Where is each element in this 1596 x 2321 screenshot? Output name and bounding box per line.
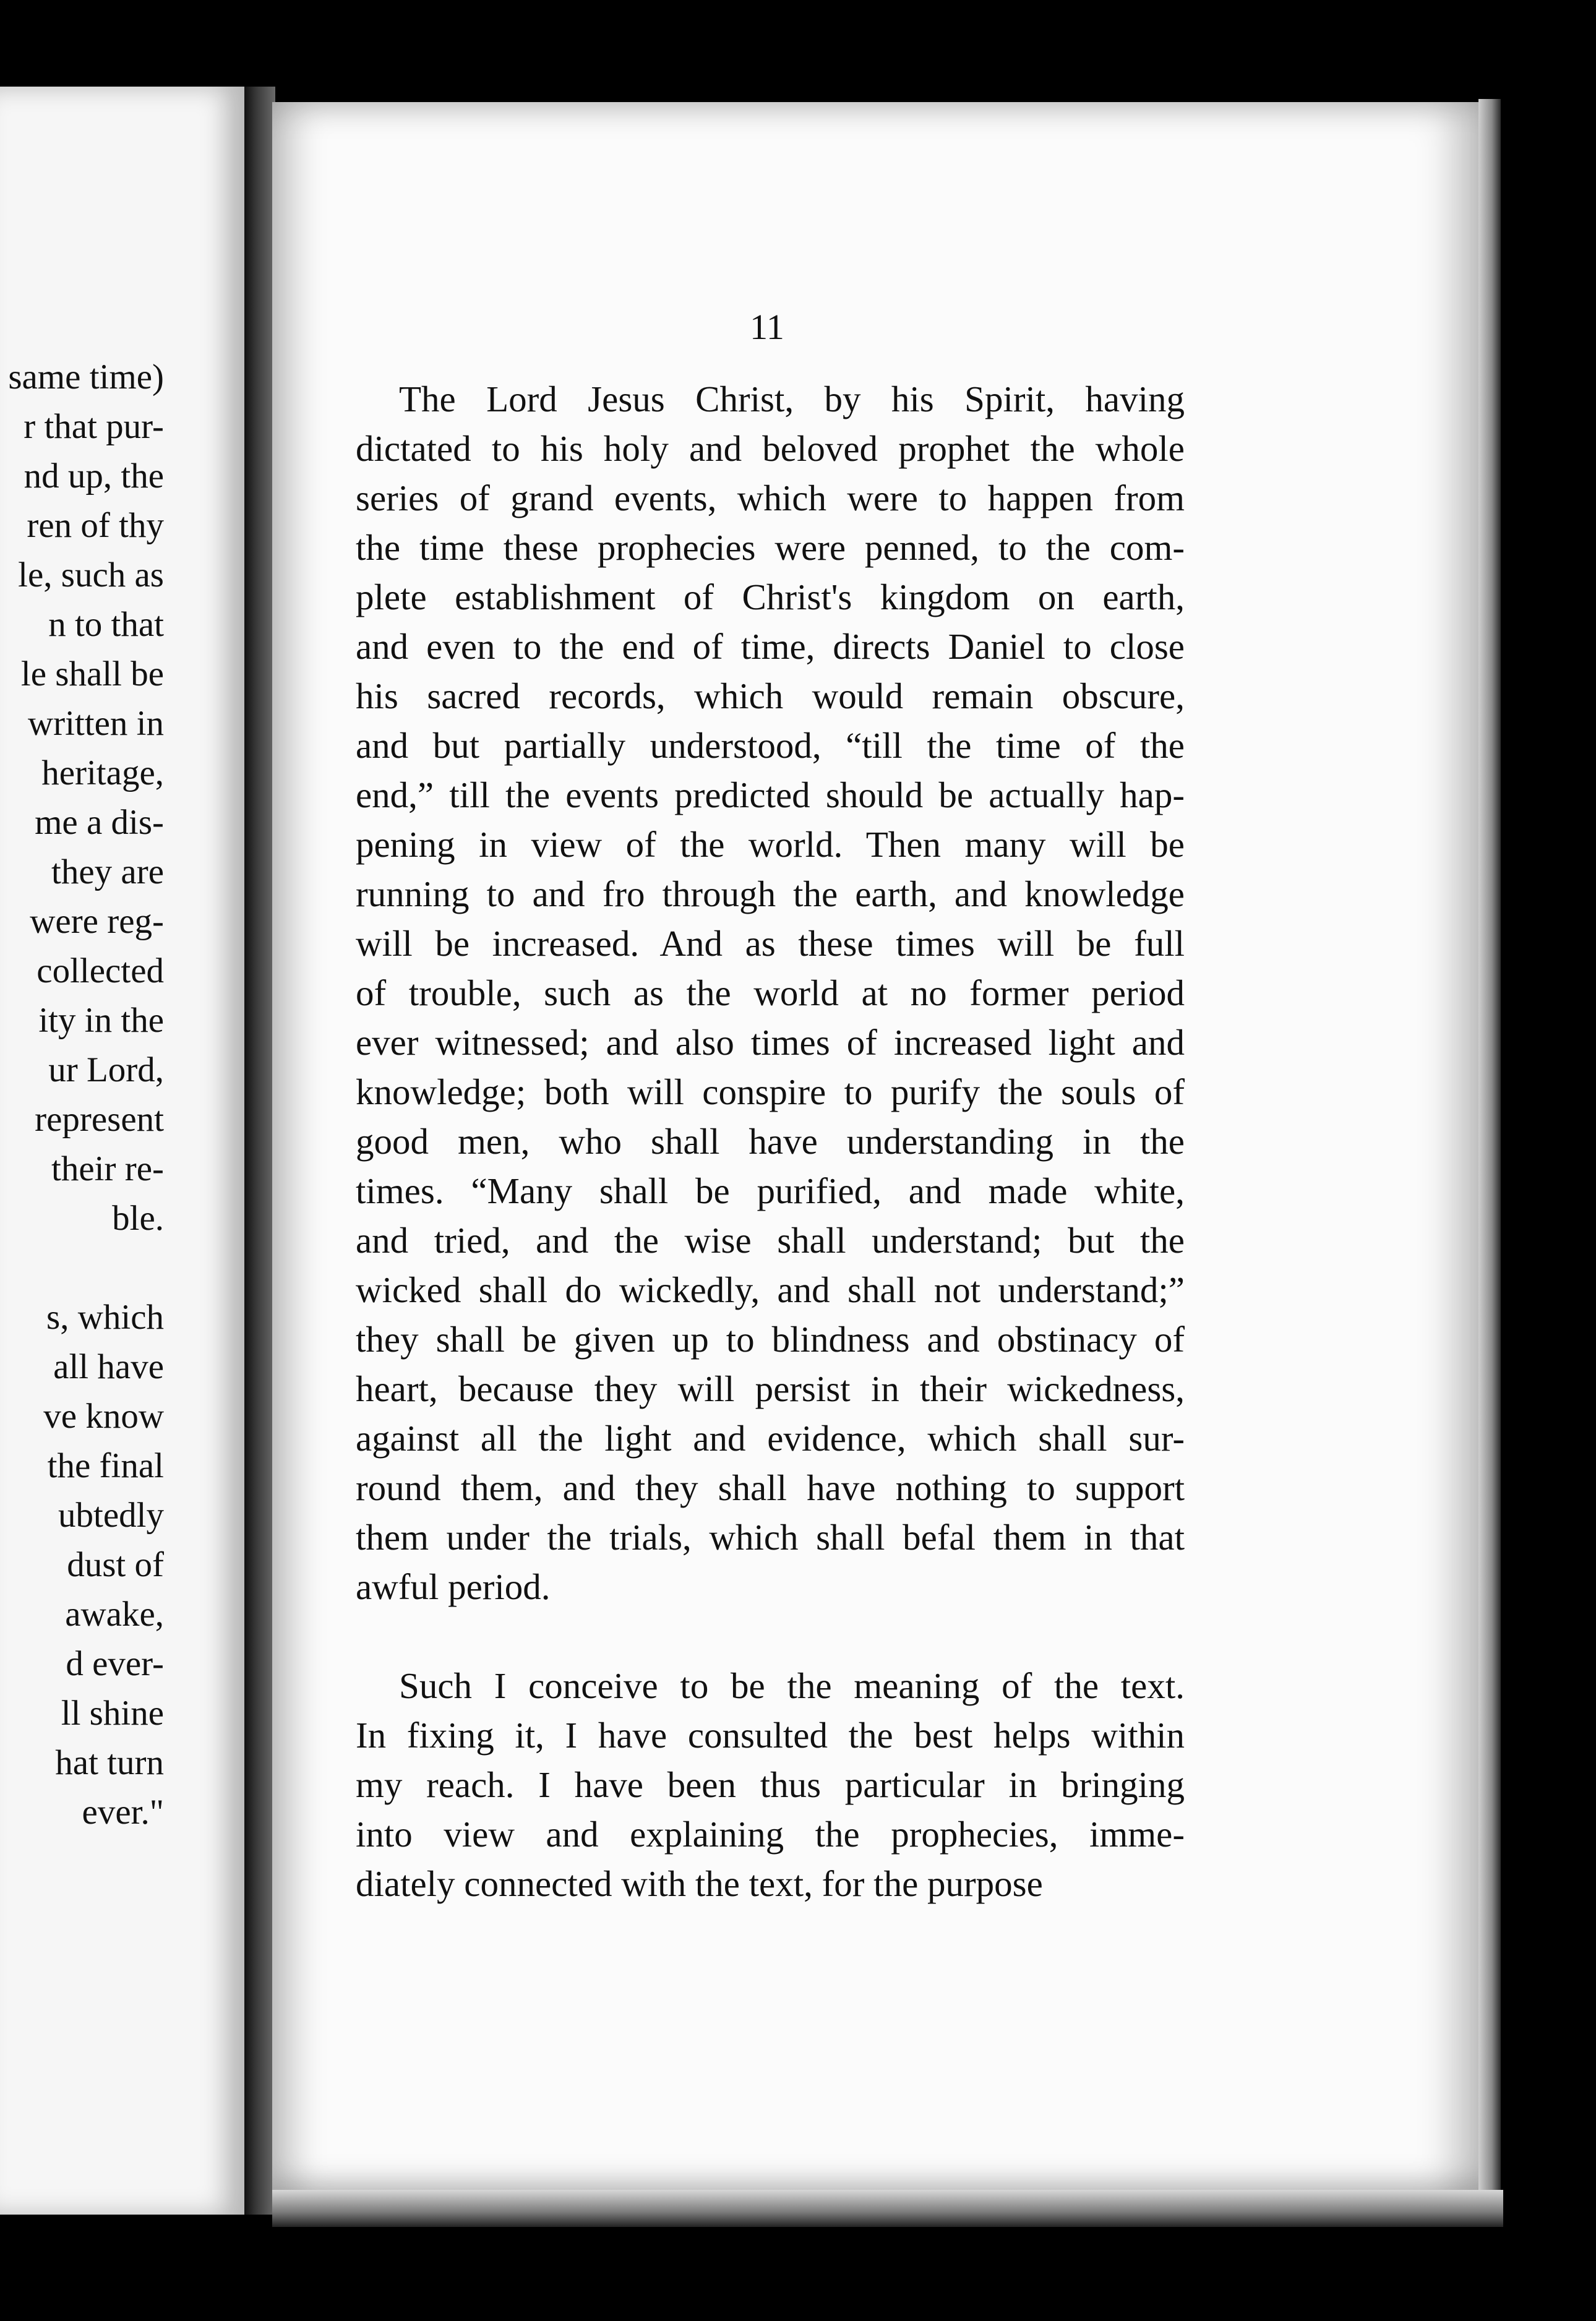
paragraph-1 (356, 374, 1185, 1611)
text-line: awful period. (356, 1566, 551, 1607)
left-page-line: were reg- (30, 902, 164, 941)
left-page (0, 87, 248, 2215)
text-line: series of grand events, which were to happen from (356, 478, 1185, 518)
left-page-line: their re- (51, 1149, 164, 1188)
left-page-line: the final (47, 1446, 164, 1485)
bottom-page-edge (272, 2190, 1503, 2227)
left-page-line: le shall be (20, 654, 164, 693)
right-page-edge (1478, 99, 1501, 2215)
left-page-line: ever." (82, 1793, 164, 1832)
left-page-line: ren of thy (27, 506, 164, 545)
left-page-line: ity in the (38, 1001, 164, 1040)
left-page-line: all have (53, 1347, 164, 1386)
text-line: and even to the end of time, directs Daniel to close (356, 626, 1185, 667)
page-number: 11 (750, 307, 784, 347)
left-page-line: hat turn (55, 1743, 164, 1782)
left-page-line: le, such as (18, 556, 164, 594)
text-line: knowledge; both will conspire to purify the souls of (356, 1071, 1185, 1112)
text-line: heart, because they will persist in their wickedness, (356, 1368, 1185, 1409)
left-page-line: same time) (8, 358, 164, 397)
paragraph-break (356, 1611, 1185, 1661)
text-line: into view and explaining the prophecies, imme- (356, 1814, 1185, 1855)
left-page-line: nd up, the (24, 457, 164, 496)
left-page-line: written in (27, 704, 164, 743)
left-page-line: n to that (48, 605, 164, 644)
left-page-line: r that pur- (24, 407, 164, 446)
left-page-line: awake, (65, 1595, 164, 1634)
text-line: pening in view of the world. Then many will be (356, 824, 1185, 865)
text-line: against all the light and evidence, which shall sur- (356, 1418, 1185, 1459)
text-line: good men, who shall have understanding in the (356, 1121, 1185, 1162)
text-line: ever witnessed; and also times of increased light and (356, 1022, 1185, 1063)
left-page-line: s, which (46, 1298, 164, 1337)
left-page-line: ubtedly (58, 1496, 164, 1535)
text-line: dictated to his holy and beloved prophet the whole (356, 428, 1185, 469)
text-line: my reach. I have been thus particular in bringing (356, 1764, 1185, 1805)
text-line: wicked shall do wickedly, and shall not understand;” (356, 1269, 1185, 1310)
text-line: and tried, and the wise shall understand; but the (356, 1220, 1185, 1261)
text-line: his sacred records, which would remain obscure, (356, 676, 1185, 716)
text-line: plete establishment of Christ's kingdom on earth, (356, 577, 1185, 617)
text-line: they shall be given up to blindness and obstinacy of (356, 1319, 1185, 1360)
left-page-line (8, 1243, 164, 1293)
text-line: and but partially understood, “till the time of the (356, 725, 1185, 766)
text-line: end,” till the events predicted should be actually hap- (356, 774, 1185, 815)
left-page-line: me a dis- (35, 803, 164, 842)
left-page-line: represent (35, 1100, 164, 1139)
book-gutter (244, 87, 275, 2215)
text-line: Such I conceive to be the meaning of the text. (399, 1665, 1185, 1706)
text-line: round them, and they shall have nothing to support (356, 1467, 1185, 1508)
left-page-line: they are (51, 852, 164, 891)
left-page-line: ble. (112, 1199, 164, 1238)
text-line: diately connected with the text, for the purpose (356, 1863, 1043, 1904)
paragraph-2 (356, 1661, 1185, 1908)
left-page-text (8, 353, 164, 1837)
text-line: In fixing it, I have consulted the best helps within (356, 1715, 1185, 1756)
text-line: the time these prophecies were penned, to the com- (356, 527, 1185, 568)
text-line: of trouble, such as the world at no former period (356, 972, 1185, 1013)
left-page-line: heritage, (41, 753, 164, 792)
left-page-line: collected (36, 951, 164, 990)
left-page-line: ur Lord, (48, 1050, 164, 1089)
text-line: running to and fro through the earth, and knowledge (356, 873, 1185, 914)
text-line: The Lord Jesus Christ, by his Spirit, having (399, 379, 1185, 419)
left-page-line: ll shine (61, 1694, 164, 1733)
text-line: will be increased. And as these times will be full (356, 923, 1185, 964)
text-line: them under the trials, which shall befal them in that (356, 1517, 1185, 1558)
left-page-line: dust of (67, 1545, 164, 1584)
right-page-text (356, 374, 1185, 1908)
left-page-line: ve know (43, 1397, 164, 1436)
text-line: times. “Many shall be purified, and made white, (356, 1170, 1185, 1211)
left-page-line: d ever- (66, 1644, 164, 1683)
